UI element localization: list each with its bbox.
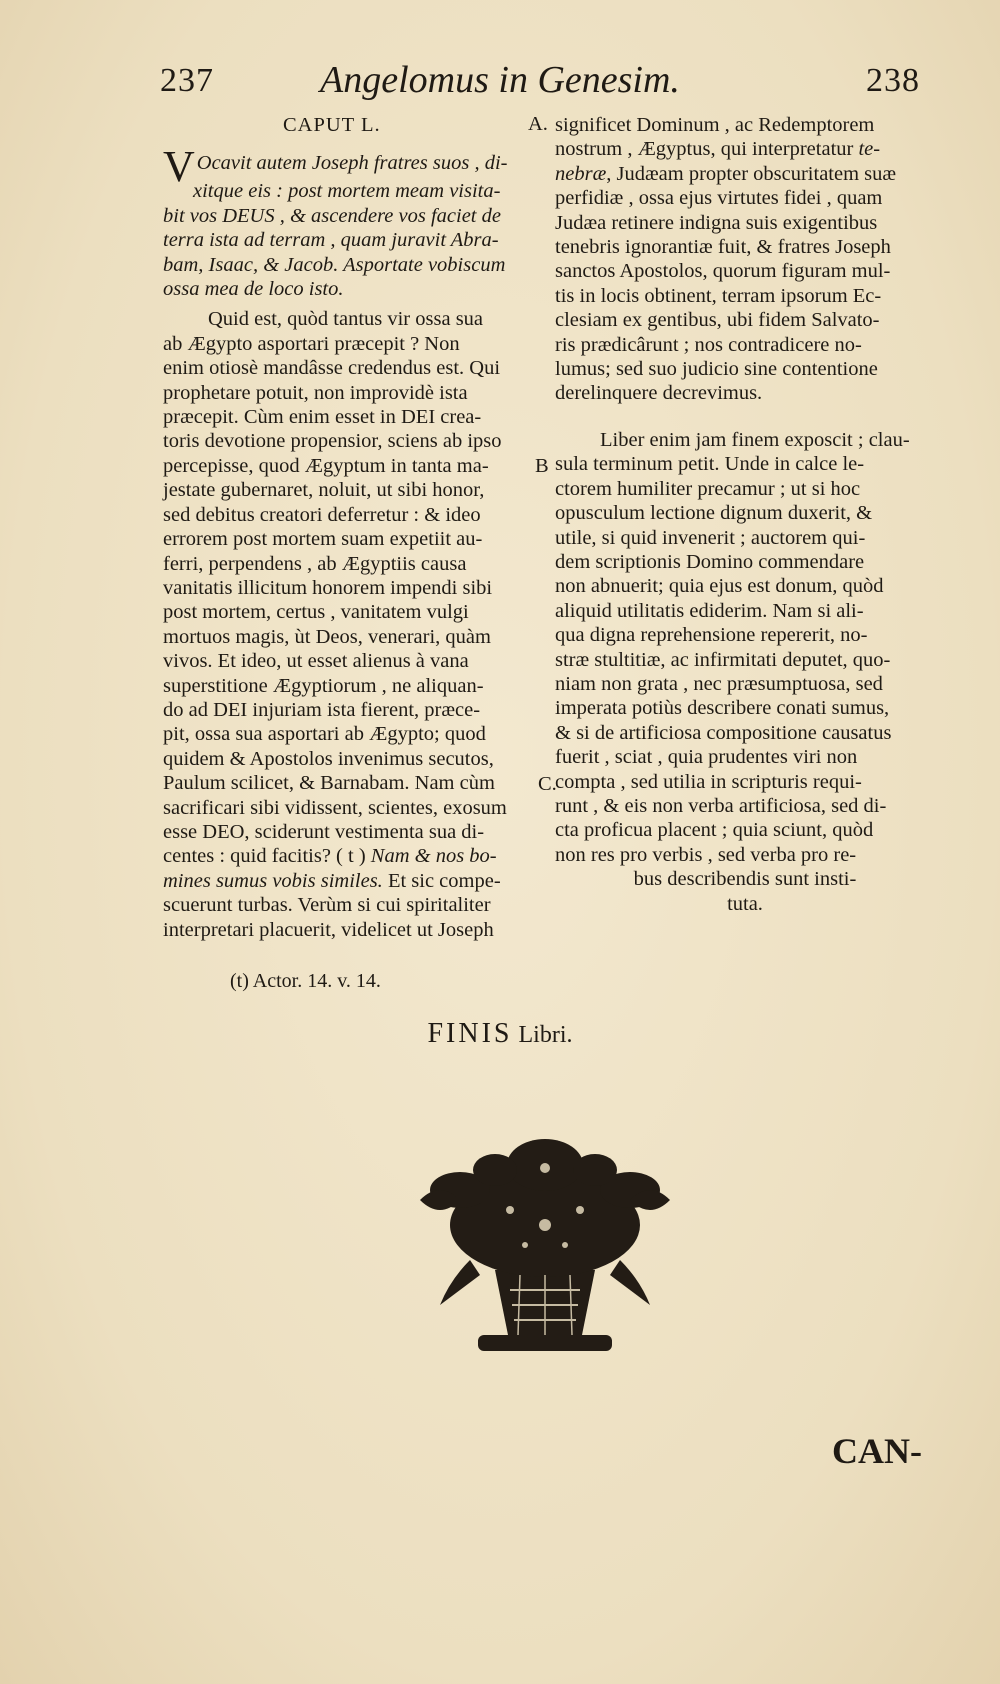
body-line: ab Ægypto asportari præcepit ? Non xyxy=(163,332,460,355)
body-line: sacrificari sibi vidissent, scientes, exosum xyxy=(163,796,507,819)
verse-line: VOcavit autem Joseph fratres suos , di- xyxy=(163,142,508,192)
body-line: sed debitus creatori deferretur : & ideo xyxy=(163,503,481,526)
body-line: ctorem humiliter precamur ; ut si hoc xyxy=(555,477,861,500)
flower-basket-woodcut-icon xyxy=(400,1130,690,1355)
body-line: lumus; sed suo judicio sine contentione xyxy=(555,358,878,381)
page-number-left: 237 xyxy=(160,62,214,99)
margin-letter-c: C. xyxy=(538,773,557,795)
page-number-right: 238 xyxy=(866,62,920,99)
body-line: Liber enim jam finem exposcit ; clau- xyxy=(600,428,910,451)
body-line: cta proficua placent ; quia sciunt, quòd xyxy=(555,819,874,842)
body-line: derelinquere decrevimus. xyxy=(555,382,763,405)
body-line: do ad DEI injuriam ista fierent, præce- xyxy=(163,698,481,721)
body-line: post mortem, certus , vanitatem vulgi xyxy=(163,601,469,624)
body-line: nostrum , Ægyptus, qui interpretatur te- xyxy=(555,138,881,161)
verse-line: terra ista ad terram , quam juravit Abra- xyxy=(163,229,499,252)
body-line: ferri, perpendens , ab Ægyptiis causa xyxy=(163,552,467,575)
verse-line: xitque eis : post mortem meam visita- xyxy=(193,180,501,203)
body-line: tis in locis obtinent, terram ipsorum Ec- xyxy=(555,284,882,307)
body-line: mortuos magis, ùt Deos, venerari, quàm xyxy=(163,625,491,648)
finis-libri xyxy=(0,1018,1000,1050)
body-line: Judæa retinere indigna suis exigentibus xyxy=(555,211,878,234)
body-line: scuerunt turbas. Verùm si cui spiritaliter xyxy=(163,894,491,917)
body-line: non res pro verbis , sed verba pro re- xyxy=(555,843,857,866)
verse-line: ossa mea de loco isto. xyxy=(163,278,344,301)
body-line: utile, si quid invenerit ; auctorem qui- xyxy=(555,526,866,549)
verse-line: bam, Isaac, & Jacob. Asportate vobiscum xyxy=(163,253,506,276)
catchword: CAN- xyxy=(832,1431,922,1471)
body-line: vanitatis illicitum honorem impendi sibi xyxy=(163,576,493,599)
body-line: enim otiosè mandâsse credendus est. Qui xyxy=(163,357,501,380)
running-title: Angelomus in Genesim. xyxy=(320,59,680,101)
drop-cap: V xyxy=(163,142,195,192)
body-line: imperata potiùs describere conati sumus, xyxy=(555,697,890,720)
left-column xyxy=(163,113,548,942)
margin-letter-a: A. xyxy=(528,113,548,135)
margin-letter-b: B xyxy=(535,455,549,477)
body-line: interpretari placuerit, videlicet ut Joseph xyxy=(163,918,494,941)
body-line: percepisse, quod Ægyptum in tanta ma- xyxy=(163,454,489,477)
body-line: mines sumus vobis similes. Et sic compe- xyxy=(163,869,501,892)
chapter-heading: CAPUT L. xyxy=(283,114,381,136)
body-line: sula terminum petit. Unde in calce le- xyxy=(555,453,865,476)
finis-word: FINIS xyxy=(427,1018,513,1049)
body-line: sanctos Apostolos, quorum figuram mul- xyxy=(555,260,891,283)
body-line: errorem post mortem suam expetiit au- xyxy=(163,528,483,551)
body-line: ris prædicârunt ; nos contradicere no- xyxy=(555,333,862,356)
body-line: dem scriptionis Domino commendare xyxy=(555,550,865,573)
body-line: nebræ, Judæam propter obscuritatem suæ xyxy=(555,162,897,185)
body-line: Paulum scilicet, & Barnabam. Nam cùm xyxy=(163,772,495,795)
body-line: Quid est, quòd tantus vir ossa sua xyxy=(208,308,484,331)
body-line: quidem & Apostolos invenimus secutos, xyxy=(163,747,494,770)
body-line: non abnuerit; quia ejus est donum, quòd xyxy=(555,575,884,598)
body-line: centes : quid facitis? ( t ) Nam & nos bo- xyxy=(163,845,497,868)
body-line: prophetare potuit, non improvidè ista xyxy=(163,381,468,404)
body-line: significet Dominum , ac Redemptorem xyxy=(555,114,875,136)
tail-line: bus describendis sunt insti- xyxy=(633,868,857,891)
body-line: & si de artificiosa compositione causatus xyxy=(555,721,892,744)
right-column xyxy=(555,113,935,916)
tail-line: tuta. xyxy=(727,892,763,915)
body-line: tenebris ignorantiæ fuit, & fratres Joseph xyxy=(555,236,891,259)
body-line: superstitione Ægyptiorum , ne aliquan- xyxy=(163,674,484,697)
body-line: clesiam ex gentibus, ubi fidem Salvato- xyxy=(555,309,880,332)
libri-word: Libri. xyxy=(512,1022,573,1048)
body-line: niam non grata , nec præsumptuosa, sed xyxy=(555,672,883,695)
body-line: aliquid utilitatis ediderim. Nam si ali- xyxy=(555,599,864,622)
body-line: opusculum lectione dignum duxerit, & xyxy=(555,502,873,525)
body-line: qua digna reprehensione repererit, no- xyxy=(555,624,868,647)
body-line: fuerit , sciat , quia prudentes viri non xyxy=(555,746,858,769)
body-line: compta , sed utilia in scripturis requi- xyxy=(555,770,862,793)
body-line: toris devotione propensior, sciens ab ipso xyxy=(163,430,502,453)
body-line: esse DEO, sciderunt vestimenta sua di- xyxy=(163,820,485,843)
body-line: perfidiæ , ossa ejus virtutes fidei , quam xyxy=(555,187,883,210)
verse-line: bit vos DEUS , & ascendere vos faciet de xyxy=(163,204,501,227)
body-line: pit, ossa sua asportari ab Ægypto; quod xyxy=(163,723,486,746)
body-line: stræ stultitiæ, ac infirmitati deputet, quo- xyxy=(555,648,891,671)
body-line: præcepit. Cùm enim esset in DEI crea- xyxy=(163,406,482,429)
body-line: runt , & eis non verba artificiosa, sed di- xyxy=(555,794,887,817)
body-line: jestate gubernaret, noluit, ut sibi honor, xyxy=(163,479,485,502)
footnote: (t) Actor. 14. v. 14. xyxy=(230,970,381,992)
body-line: vivos. Et ideo, ut esset alienus à vana xyxy=(163,650,469,673)
